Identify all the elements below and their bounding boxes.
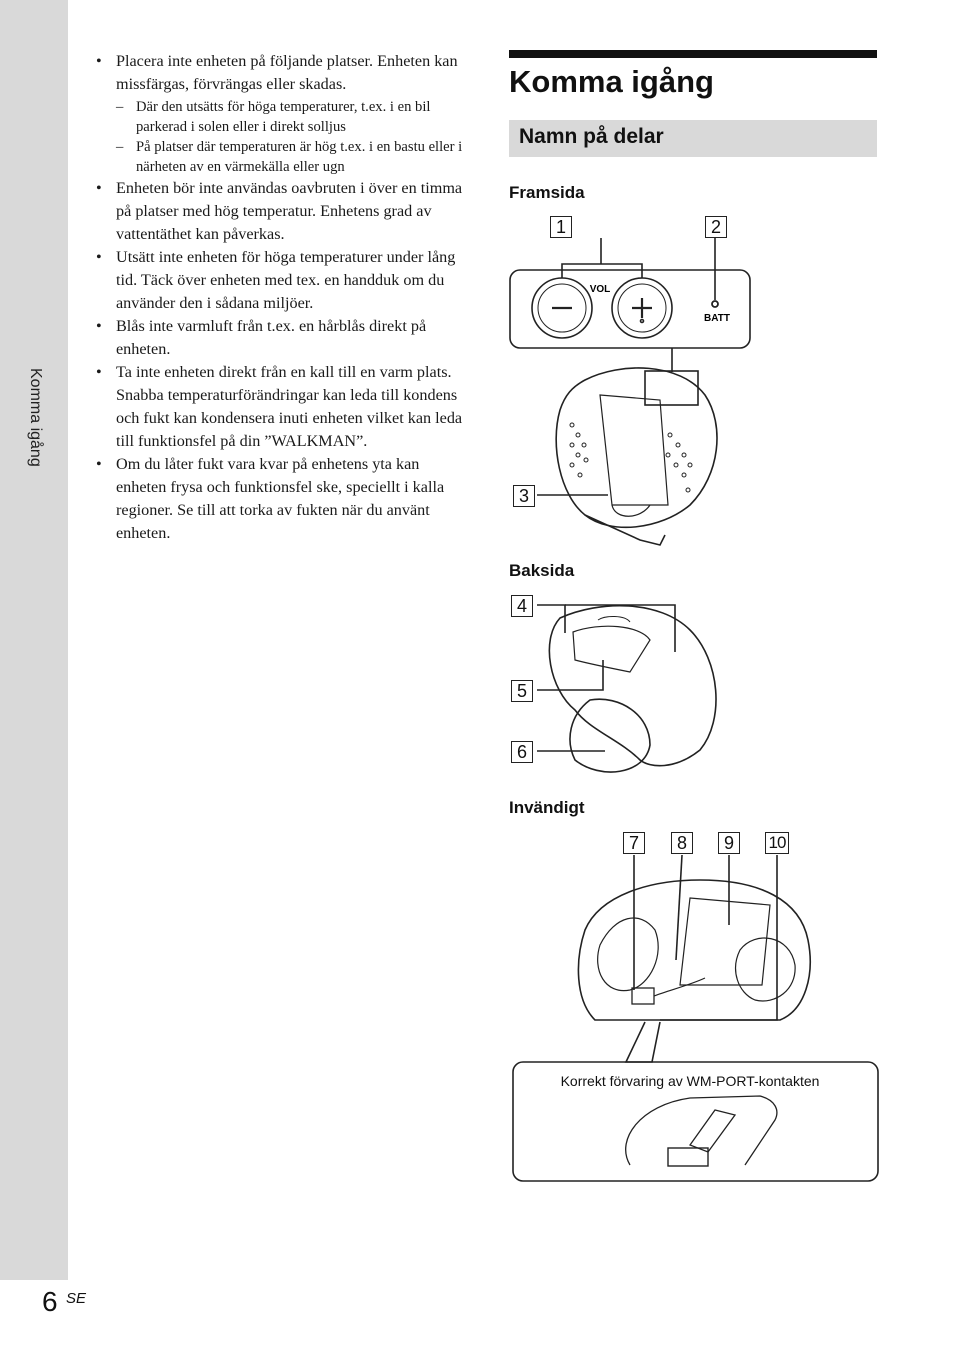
callout-7: 7 <box>623 832 645 854</box>
leader-8 <box>676 855 682 960</box>
detail-connector-stem <box>690 1110 735 1152</box>
list-subitem: – På platser där temperaturen är hög t.ex. i en bastu eller i närheten av en värmekälla eller ugn <box>96 137 466 177</box>
list-item: • Utsätt inte enheten för höga temperaturer under lång tid. Täck över enheten med tex. en handduk om du använder den i sådana miljöer. <box>96 246 466 315</box>
device-stand <box>585 515 665 545</box>
device-back-stand <box>570 699 650 772</box>
vol-label: VOL <box>589 284 611 295</box>
leader-1 <box>562 264 642 278</box>
device-front-body <box>556 368 717 527</box>
device-back-strap-slot <box>573 626 650 672</box>
page-title: Komma igång <box>509 64 714 99</box>
wm-port-caption: Korrekt förvaring av WM-PORT-kontakten <box>560 1073 820 1089</box>
list-item: • Enheten bör inte användas oavbruten i över en timma på platser med hög temperatur. Enhetens grad av vattentäthet kan påverkas. <box>96 177 466 246</box>
detail-callout-pointer <box>626 1022 660 1062</box>
wm-port-cable <box>654 978 705 996</box>
callout-8: 8 <box>671 832 693 854</box>
back-vent <box>598 616 630 622</box>
tactile-dot-icon <box>641 320 644 323</box>
inside-speaker-left <box>598 918 659 991</box>
inside-heading: Invändigt <box>509 798 585 817</box>
callout-4: 4 <box>511 595 533 617</box>
batt-led-icon <box>712 301 718 307</box>
callout-9: 9 <box>718 832 740 854</box>
detail-connector-plug <box>668 1148 708 1166</box>
list-item: • Placera inte enheten på följande platser. Enheten kan missfärgas, förvrängas eller skadas. <box>96 50 466 96</box>
leader-4a <box>537 605 565 633</box>
callout-6: 6 <box>511 741 533 763</box>
list-item: • Ta inte enheten direkt från en kall till en varm plats. Snabba temperaturförändringar kan leda till kondens och fukt kan kondensera inuti enheten vilket kan leda till funktionsfel på din ”WALKMAN”. <box>96 361 466 453</box>
detail-connector-housing <box>626 1096 777 1165</box>
device-dock-cavity <box>600 395 668 505</box>
back-heading: Baksida <box>509 561 575 580</box>
list-item: • Blås inte varmluft från t.ex. en hårblås direkt på enheten. <box>96 315 466 361</box>
list-item: • Om du låter fukt vara kvar på enhetens yta kan enheten frysa och funktionsfel ske, speciellt i kalla regioner. Se till att torka av fukten när du använt enheten. <box>96 453 466 545</box>
section-subtitle: Namn på delar <box>519 125 664 148</box>
callout-5: 5 <box>511 680 533 702</box>
batt-label: BATT <box>704 313 730 324</box>
callout-1: 1 <box>550 216 572 238</box>
callout-10: 10 <box>765 832 789 854</box>
page-number: 6 <box>42 1286 58 1317</box>
page-language: SE <box>66 1290 87 1307</box>
wm-port-connector <box>632 988 654 1004</box>
list-subitem: – Där den utsätts för höga temperaturer, t.ex. i en bil parkerad i solen eller i direkt solljus <box>96 97 466 137</box>
inside-dock-tray <box>680 898 770 985</box>
callout-2: 2 <box>705 216 727 238</box>
callout-3: 3 <box>513 485 535 507</box>
front-heading: Framsida <box>509 183 585 202</box>
dock-connector-area <box>612 505 650 516</box>
